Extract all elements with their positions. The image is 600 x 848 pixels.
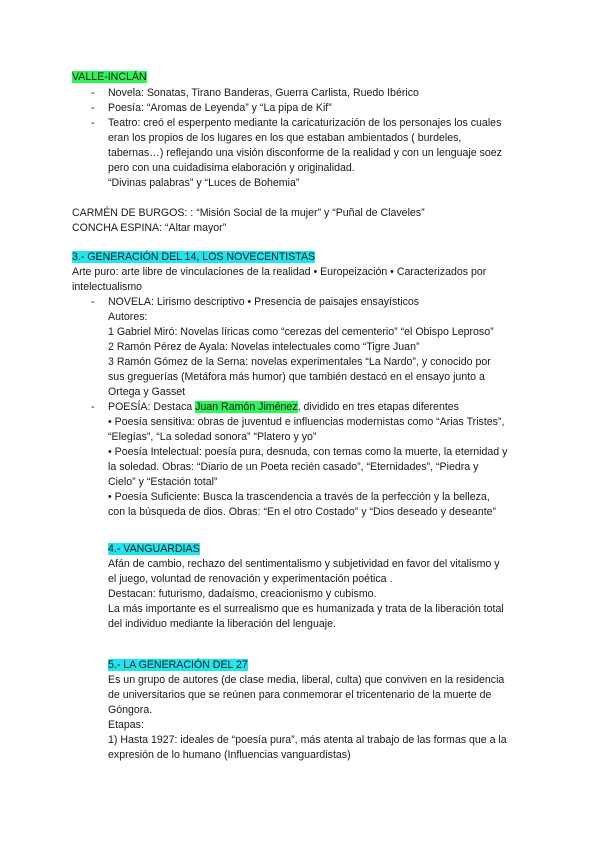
gen14-poesia-heading: POESÍA: Destaca Juan Ramón Jiménez, dividido en tres etapas diferentes [108,401,459,413]
valle-poesia-line: Poesía: “Aromas de Leyenda” y “La pipa de Kif” [108,102,332,114]
vanguardias-line: Afán de cambio, rechazo del sentimentalismo y subjetividad en favor del vitalismo y [108,558,500,570]
gen27-line: Es un grupo de autores (de clase media, liberal, culta) que conviven en la residencia [108,674,505,686]
section-heading-vanguardias: 4.- VANGUARDIAS [108,543,200,555]
espina-line: CONCHA ESPINA: “Altar mayor” [72,222,227,234]
gen14-poesia-line: • Poesía Intelectual: poesía pura, desnuda, con temas como la muerte, la eternidad y [108,446,508,458]
section-heading-gen27: 5.- LA GENERACIÓN DEL 27 [108,659,248,671]
valle-teatro-line: eran los propios de los lugares en los que estaban ambientados ( burdeles, [108,132,462,144]
gen14-poesia-line: con la búsqueda de dios. Obras: “En el otro Costado” y “Dios deseado y deseante” [108,506,497,518]
valle-teatro-line: tabernas…) reflejando una visión disconforme de la realidad y con un lenguaje soez [108,147,502,159]
gen14-poesia-line: • Poesía Suficiente: Busca la trascendencia a través de la perfección y la belleza, [108,491,490,503]
vanguardias-line: el juego, voluntad de renovación y experimentación poética . [108,573,393,585]
gen27-line: de universitarios que se reúnen para conmemorar el tricentenario de la muerte de [108,689,492,701]
highlighted-author: Juan Ramón Jiménez [195,401,298,413]
vanguardias-line: La más importante es el surrealismo que es humanizada y trata de la liberación total [108,603,504,615]
gen14-poesia-line: la soledad. Obras: “Diario de un Poeta recién casado”, “Eternidades”, “Piedra y [108,461,479,473]
vanguardias-line: Destacan: futurismo, dadaísmo, creacionismo y cubismo. [108,588,377,600]
gen14-novela-line: Autores: [108,311,148,323]
bullet-dash: - [91,87,95,99]
gen14-novela-line: 2 Ramón Pérez de Ayala: Novelas intelectuales como “Tigre Juan” [108,341,420,353]
valle-teatro-line: pero con una cuidadisima elaboración y originalidad. [108,162,355,174]
bullet-dash: - [91,296,95,308]
bullet-dash: - [91,117,95,129]
gen14-novela-line: sus greguerías (Metáfora más humor) que también destacó en el ensayo junto a [108,371,485,383]
gen14-novela-line: Ortega y Gasset [108,386,186,398]
gen27-line: expresión de lo humano (Influencias vanguardistas) [108,749,351,761]
burgos-line: CARMÉN DE BURGOS: : “Misión Social de la mujer” y “Puñal de Claveles” [72,207,425,219]
valle-novela-line: Novela: Sonatas, Tirano Banderas, Guerra Carlista, Ruedo Ibérico [108,87,419,99]
gen27-line: 1) Hasta 1927: ideales de “poesía pura”, más atenta al trabajo de las formas que a la [108,734,507,746]
gen14-poesia-line: Cielo” y “Estación total” [108,476,218,488]
section-heading-valle-inclan: VALLE-INCLÁN [72,71,147,83]
gen27-line: Etapas: [108,719,144,731]
bullet-dash: - [91,401,95,413]
gen27-line: Góngora. [108,704,153,716]
valle-teatro-line: “Divinas palabras” y “Luces de Bohemia” [108,177,300,189]
gen14-intro-line: intelectualismo [72,281,143,293]
bullet-dash: - [91,102,95,114]
gen14-poesia-line: “Elegías”, “La soledad sonora” “Platero y yo” [108,431,317,443]
valle-teatro-line: Teatro: creó el esperpento mediante la caricaturización de los personajes los cuales [108,117,502,129]
gen14-novela-line: 1 Gabriel Miró: Novelas líricas como “cerezas del cementerio” “el Obispo Leproso” [108,326,494,338]
gen14-novela-line: NOVELA: Lirismo descriptivo • Presencia de paisajes ensayísticos [108,296,420,308]
gen14-poesia-line: • Poesía sensitiva: obras de juventud e influencias modernistas como “Arias Tristes”, [108,416,505,428]
gen14-novela-line: 3 Ramón Gómez de la Serna: novelas experimentales “La Nardo”, y conocido por [108,356,491,368]
section-heading-gen14: 3.- GENERACIÓN DEL 14, LOS NOVECENTISTAS [72,251,316,263]
gen14-intro-line: Arte puro: arte libre de vinculaciones de la realidad • Europeización • Caracterizados por [72,266,487,278]
vanguardias-line: del individuo mediante la liberación del lenguaje. [108,618,336,630]
